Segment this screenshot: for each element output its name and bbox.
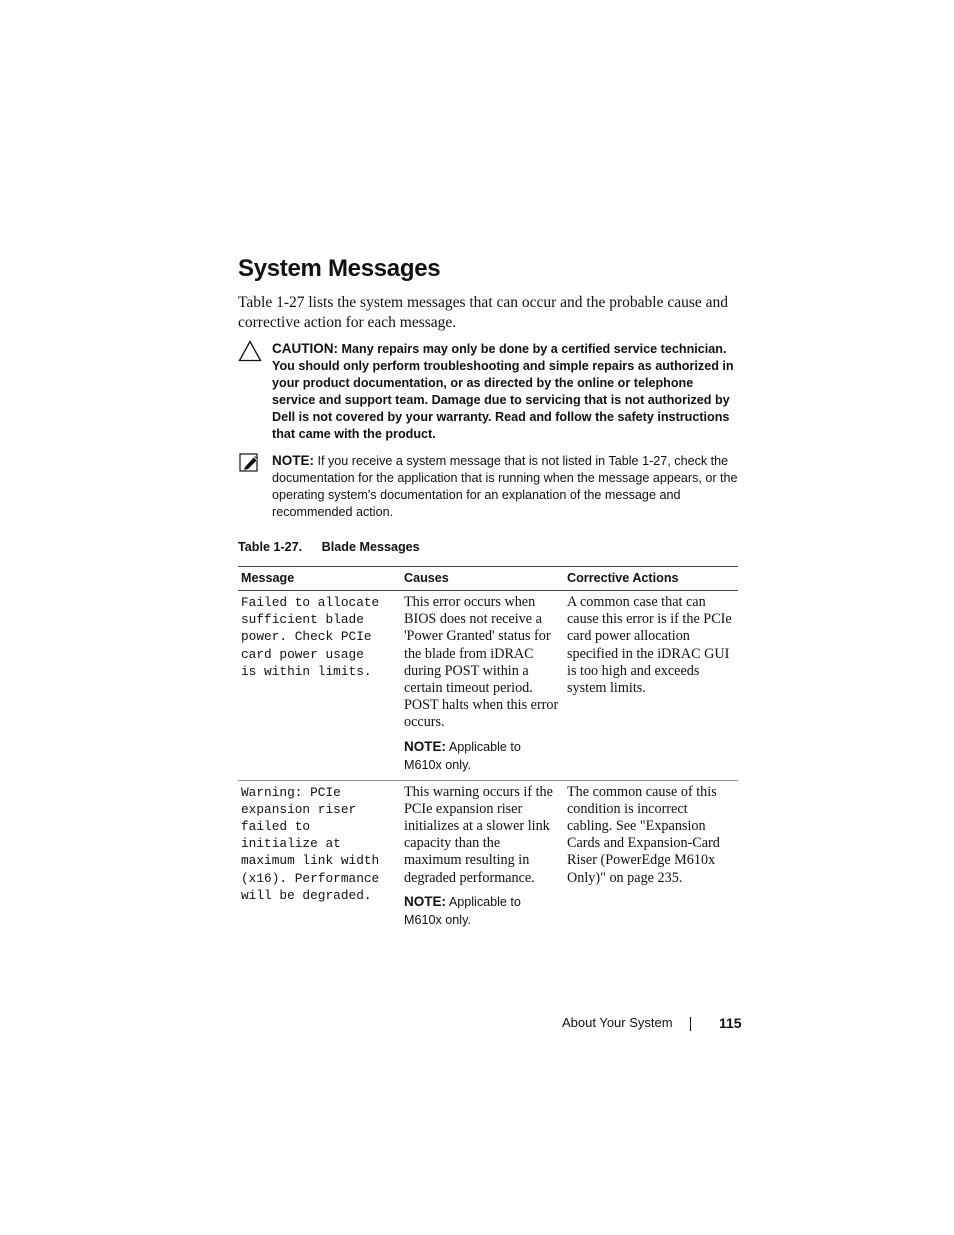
cell-note-text: Applicable to M610x only. bbox=[404, 894, 521, 927]
footer-separator bbox=[690, 1017, 691, 1031]
intro-paragraph: Table 1-27 lists the system messages that can occur and the probable cause and corrective action for each message. bbox=[238, 294, 729, 331]
action-cell: The common cause of this condition is incorrect cabling. See "Expansion Cards and Expansion-Card Riser (PowerEdge M610x Only)" on page 235. bbox=[567, 783, 720, 886]
page-number: 115 bbox=[719, 1015, 742, 1031]
table-header-row bbox=[238, 567, 738, 591]
cause-text: This error occurs when BIOS does not receive a 'Power Granted' status for the blade from iDRAC during POST within a certain timeout period. POST halts when this error occurs. bbox=[404, 594, 559, 731]
caution-text: Many repairs may only be done by a certified service technician. You should only perform troubleshooting and simple repairs as authorized in your product documentation, or as directed by the online or telephone service and support team. Damage due to servicing that is not authorized by Dell is not covered by your warranty. Read and follow the safety instructions that came with the product. bbox=[272, 342, 734, 441]
caution-text-block bbox=[272, 340, 738, 443]
header-corrective-actions: Corrective Actions bbox=[564, 567, 738, 591]
note-text: If you receive a system message that is not listed in Table 1-27, check the documentation for the application that is running when the message appears, or the operating system's documentation for an explanation of the message and recommended action. bbox=[272, 454, 738, 519]
note-text-block bbox=[272, 452, 738, 521]
table-caption bbox=[238, 540, 420, 554]
message-cell: Warning: PCIe expansion riser failed to initialize at maximum link width (x16). Performance will be degraded. bbox=[241, 784, 380, 903]
header-causes: Causes bbox=[401, 567, 564, 591]
table-row bbox=[238, 780, 738, 935]
caution-notice bbox=[238, 340, 738, 443]
note-notice bbox=[238, 452, 738, 521]
table-caption-title: Blade Messages bbox=[321, 540, 420, 554]
footer-section-title: About Your System bbox=[562, 1015, 673, 1030]
cell-note-label: NOTE: bbox=[404, 738, 446, 754]
table-row bbox=[238, 591, 738, 781]
cause-cell bbox=[401, 591, 564, 781]
cause-text: This warning occurs if the PCIe expansion riser initializes at a slower link capacity than the maximum resulting in degraded performance. bbox=[404, 783, 553, 886]
caution-triangle-icon bbox=[238, 340, 262, 362]
note-label: NOTE: bbox=[272, 453, 314, 468]
action-cell: A common case that can cause this error is if the PCIe card power allocation specified in the iDRAC GUI is too high and exceeds system limits. bbox=[564, 591, 738, 781]
cell-note bbox=[404, 738, 561, 774]
note-pencil-icon bbox=[238, 452, 262, 474]
cell-note-label: NOTE: bbox=[404, 893, 446, 909]
blade-messages-table bbox=[238, 566, 738, 935]
page-title: System Messages bbox=[238, 255, 441, 282]
table-caption-number: Table 1-27. bbox=[238, 540, 303, 554]
cause-cell bbox=[401, 780, 564, 935]
message-cell: Failed to allocate sufficient blade power. Check PCIe card power usage is within limits. bbox=[238, 591, 401, 781]
header-message: Message bbox=[238, 567, 401, 591]
cell-note-text: Applicable to M610x only. bbox=[404, 739, 521, 772]
cell-note bbox=[404, 893, 561, 929]
caution-label: CAUTION: bbox=[272, 341, 338, 356]
